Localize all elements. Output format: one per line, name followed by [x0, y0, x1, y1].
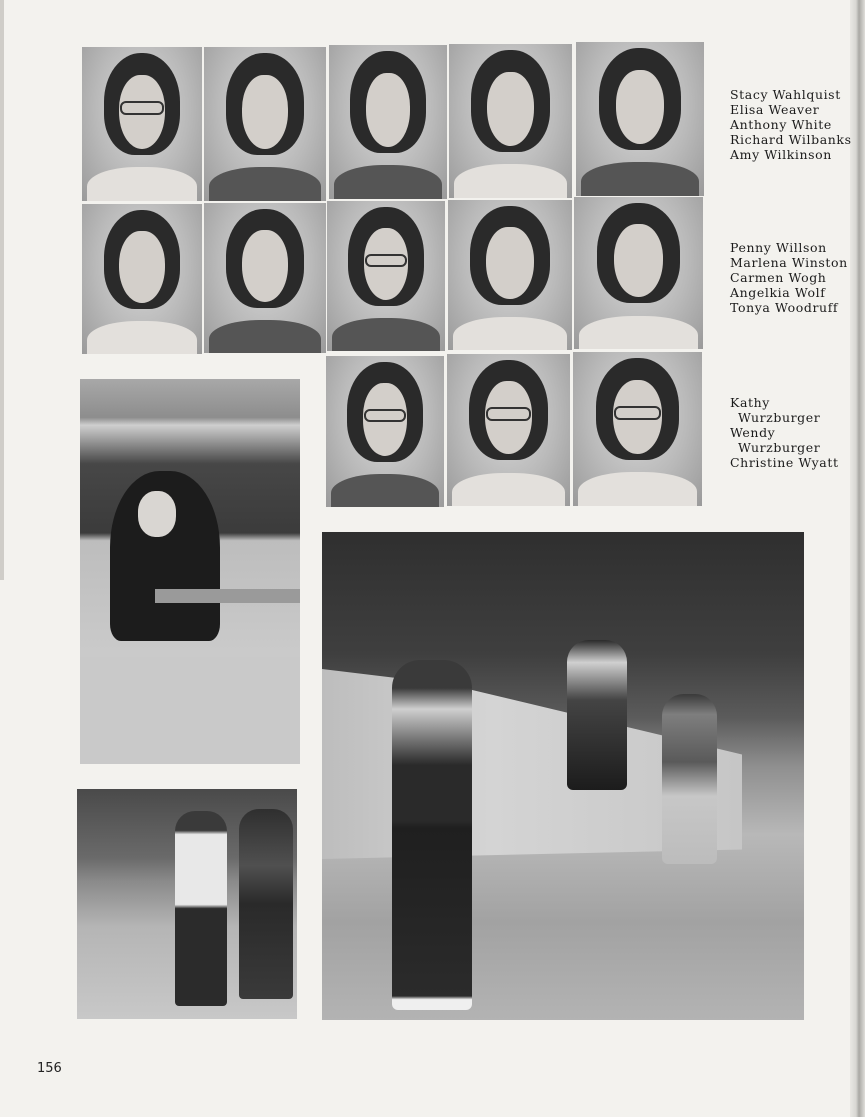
portrait-christine-wyatt	[573, 352, 702, 506]
student-name: Wendy	[730, 425, 776, 440]
student-name: Amy Wilkinson	[730, 147, 832, 162]
walkway-photo	[77, 789, 297, 1019]
portrait-richard-wilbanks	[449, 44, 572, 198]
portrait-carmen-wogh	[327, 201, 445, 351]
student-name: Christine Wyatt	[730, 455, 839, 470]
portrait-elisa-weaver	[204, 47, 326, 201]
student-name: Angelkia Wolf	[730, 285, 826, 300]
page-spine	[0, 0, 4, 580]
portrait-amy-wilkinson	[576, 42, 704, 196]
portrait-angelkia-wolf	[448, 200, 572, 350]
portrait-stacy-wahlquist	[82, 47, 202, 201]
student-name: Wurzburger	[738, 440, 821, 455]
portrait-kathy-wurzburger	[326, 356, 444, 507]
student-name: Kathy	[730, 395, 770, 410]
student-name: Wurzburger	[738, 410, 821, 425]
names-row-1	[730, 87, 852, 162]
student-name: Richard Wilbanks	[730, 132, 852, 147]
names-row-3	[730, 395, 839, 470]
classroom-photo	[80, 379, 300, 764]
portrait-penny-willson	[82, 204, 202, 354]
portrait-marlena-winston	[204, 203, 326, 353]
portrait-wendy-wurzburger	[447, 354, 570, 506]
portrait-tonya-woodruff	[574, 197, 703, 349]
page-edge	[850, 0, 865, 1117]
student-name: Penny Willson	[730, 240, 827, 255]
student-name: Stacy Wahlquist	[730, 87, 841, 102]
names-row-2	[730, 240, 848, 315]
student-name: Elisa Weaver	[730, 102, 820, 117]
student-name: Marlena Winston	[730, 255, 848, 270]
portrait-anthony-white	[329, 45, 447, 199]
student-name: Tonya Woodruff	[730, 300, 839, 315]
student-name: Anthony White	[730, 117, 832, 132]
student-name: Carmen Wogh	[730, 270, 827, 285]
courtyard-photo	[322, 532, 804, 1020]
page-number: 156	[37, 1061, 62, 1076]
